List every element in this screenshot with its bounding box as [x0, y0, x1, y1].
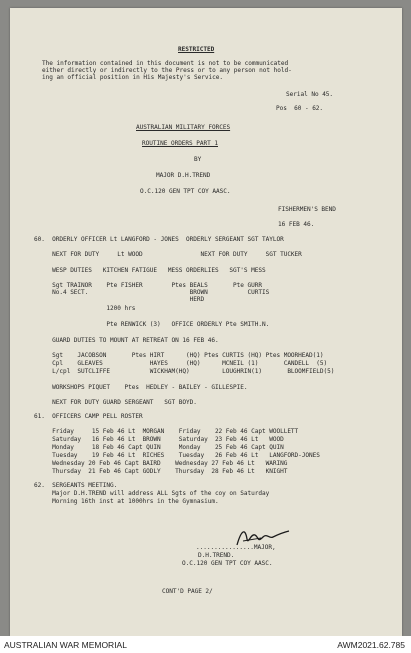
- signature-name: D.H.TREND.: [198, 552, 235, 559]
- roster-row-1: Friday 15 Feb 46 Lt MORGAN Friday 22 Feb 46 Capt WOOLLETT: [34, 428, 299, 435]
- title-major: MAJOR D.H.TREND: [156, 172, 211, 179]
- order-60-guard-heading: GUARD DUTIES TO MOUNT AT RETREAT ON 16 FEB 46.: [34, 337, 219, 344]
- place: FISHERMEN'S BEND: [278, 206, 336, 213]
- order-62-heading: 62. SERGEANTS MEETING.: [34, 482, 118, 489]
- order-60-workshops-piquet: WORKSHOPS PIQUET Ptes HEDLEY - BAILEY - GILLESPIE.: [34, 384, 248, 391]
- order-60-duties-row-1: Sgt TRAINOR Pte FISHER Ptes BEALS Pte GURR: [34, 282, 262, 289]
- order-62-line-2: Morning 16th inst at 1000hrs in the Gymnasium.: [34, 498, 219, 505]
- title-by: BY: [194, 156, 202, 163]
- roster-row-2: Saturday 16 Feb 46 Lt BROWN Saturday 23 Feb 46 Lt WOOD: [34, 436, 284, 443]
- continued-page: CONT'D PAGE 2/: [162, 588, 213, 595]
- order-60-guard-row-2: Cpl GLEAVES HAYES (HQ) MCNEIL (1) CANDELL (5): [34, 360, 328, 367]
- document-page: [10, 8, 402, 636]
- restricted-heading: RESTRICTED: [178, 46, 215, 53]
- date: 16 FEB 46.: [278, 221, 315, 228]
- roster-row-5: Wednesday 20 Feb 46 Capt BAIRD Wednesday 27 Feb 46 Lt WARING: [34, 460, 288, 467]
- order-60-duties-row-3: HERD: [34, 296, 205, 303]
- footer-accession: AWM2021.62.785: [337, 640, 405, 650]
- order-61-heading: 61. OFFICERS CAMP PELL ROSTER: [34, 413, 143, 420]
- title-routine-orders: ROUTINE ORDERS PART 1: [142, 140, 218, 147]
- order-60-duties-headings: WESP DUTIES KITCHEN FATIGUE MESS ORDERLIES SGT'S MESS: [34, 267, 266, 274]
- roster-row-6: Thursday 21 Feb 46 Capt GODLY Thursday 28 Feb 46 Lt KNIGHT: [34, 468, 288, 475]
- signature-major: ................MAJOR,: [196, 544, 276, 551]
- order-60-duties-row-2: No.4 SECT. BROWN CURTIS: [34, 289, 270, 296]
- footer-source: AUSTRALIAN WAR MEMORIAL: [4, 640, 127, 650]
- order-60-office-orderly: Pte RENWICK (3) OFFICE ORDERLY Pte SMITH.N.: [34, 321, 270, 328]
- notice-line-1: The information contained in this document is not to be communicated: [42, 60, 289, 67]
- order-60-next-for-duty: NEXT FOR DUTY Lt WOOD NEXT FOR DUTY SGT TUCKER: [34, 251, 302, 258]
- signature-unit: O.C.120 GEN TPT COY AASC.: [182, 560, 273, 567]
- notice-line-3: ing an official position in His Majesty's Service.: [42, 74, 223, 81]
- roster-row-4: Tuesday 19 Feb 46 Lt RICHES Tuesday 26 Feb 46 Lt LANGFORD-JONES: [34, 452, 320, 459]
- serial-number: Serial No 45.: [286, 91, 334, 98]
- order-62-line-1: Major D.H.TREND will address ALL Sgts of the coy on Saturday: [34, 490, 270, 497]
- order-60-next-guard-sergeant: NEXT FOR DUTY GUARD SERGEANT SGT BOYD.: [34, 399, 197, 406]
- pos-numbers: Pos 60 - 62.: [276, 105, 324, 112]
- order-60-guard-row-3: L/cpl SUTCLIFFE WICKHAM(HQ) LOUGHRIN(1) BLOOMFIELD(5): [34, 368, 335, 375]
- footer-bar: [0, 636, 411, 653]
- roster-row-3: Monday 18 Feb 46 Capt QUIN Monday 25 Feb 46 Capt QUIN: [34, 444, 284, 451]
- order-60-guard-row-1: Sgt JACOBSON Ptes HIRT (HQ) Ptes CURTIS (HQ) Ptes MOORHEAD(1): [34, 352, 324, 359]
- title-forces: AUSTRALIAN MILITARY FORCES: [136, 124, 231, 131]
- title-unit: O.C.120 GEN TPT COY AASC.: [140, 188, 231, 195]
- order-60-duties-time: 1200 hrs: [34, 305, 136, 312]
- order-60-orderly-officer: 60. ORDERLY OFFICER Lt LANGFORD - JONES ORDERLY SERGEANT SGT TAYLOR: [34, 236, 284, 243]
- notice-line-2: either directly or indirectly to the Press or to any person not hold-: [42, 67, 292, 74]
